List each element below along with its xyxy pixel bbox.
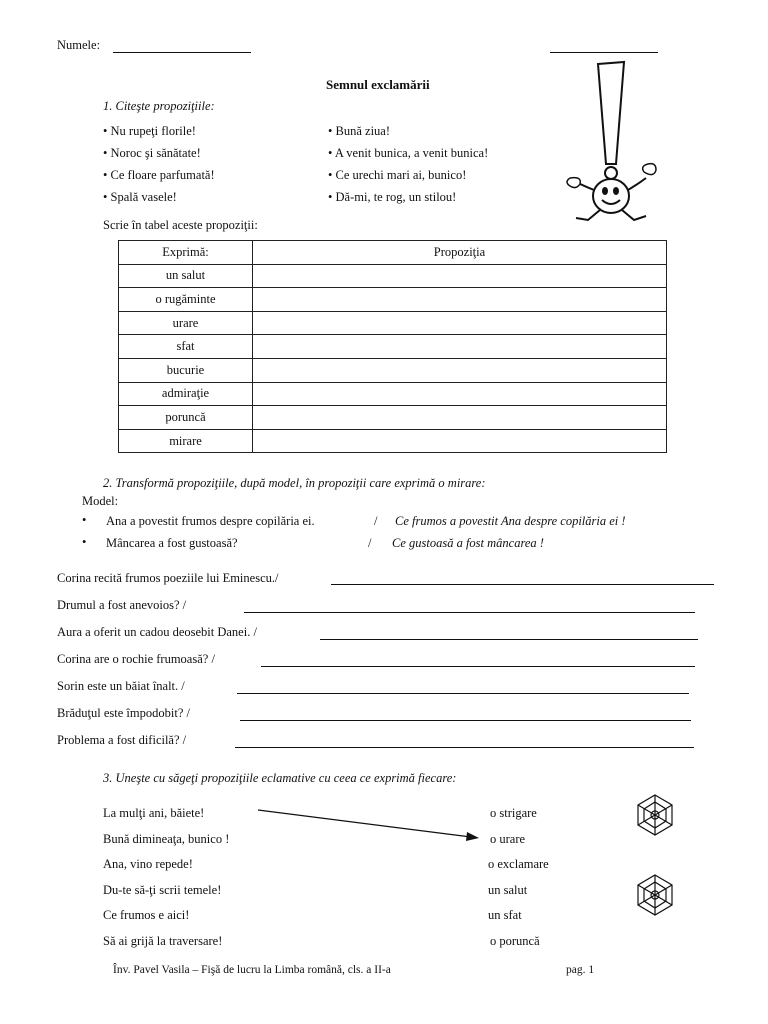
ex2-item: Sorin este un băiat înalt. /	[57, 679, 185, 693]
page-title: Semnul exclamării	[326, 77, 430, 92]
ex3-right-option: o exclamare	[488, 857, 549, 871]
table-cell-answer[interactable]	[253, 311, 667, 335]
ex1-sentence: • Nu rupeţi florile!	[103, 124, 196, 139]
table-header: Exprimă:	[119, 241, 253, 265]
exclamation-mascot-illustration	[556, 58, 666, 228]
ex2-answer-blank[interactable]	[240, 720, 691, 721]
ex3-left-sentence: Ce frumos e aici!	[103, 908, 190, 922]
ex2-item: Corina are o rochie frumoasă? /	[57, 652, 215, 666]
ex1-sentence: • Bună ziua!	[328, 124, 390, 139]
ex3-left-sentence: Bună dimineaţa, bunico !	[103, 832, 230, 846]
page-number: pag. 1	[566, 964, 595, 976]
ex1-sentence: • Noroc şi sănătate!	[103, 146, 201, 161]
table-header-row	[119, 241, 667, 265]
ex1-sentence: • Ce floare parfumată!	[103, 168, 215, 183]
ex2-answer-blank[interactable]	[244, 612, 695, 613]
footer-text: Înv. Pavel Vasila – Fişă de lucru la Limba română, cls. a II-a	[113, 964, 391, 976]
table-row	[119, 382, 667, 406]
table-cell-expresses: bucurie	[119, 358, 253, 382]
ex3-left-sentence: La mulţi ani, băiete!	[103, 806, 205, 820]
ex1-sentence: • A venit bunica, a venit bunica!	[328, 146, 488, 161]
ex2-item: Problema a fost dificilă? /	[57, 733, 187, 747]
date-blank[interactable]	[550, 52, 658, 53]
table-row	[119, 288, 667, 312]
table-cell-expresses: urare	[119, 311, 253, 335]
ex2-item: Brăduţul este împodobit? /	[57, 706, 190, 720]
table-row	[119, 358, 667, 382]
ex2-answer-blank[interactable]	[261, 666, 695, 667]
table-row	[119, 335, 667, 359]
ex1-instruction: 1. Citeşte propoziţiile:	[103, 99, 215, 113]
ex3-right-option: un salut	[488, 883, 528, 897]
table-row	[119, 429, 667, 453]
model-result: Ce gustoasă a fost mâncarea !	[392, 536, 544, 550]
model-result: Ce frumos a povestit Ana despre copilăria ei !	[395, 514, 626, 528]
ex1-sentence: • Spală vasele!	[103, 190, 177, 205]
example-arrow-icon	[255, 805, 485, 845]
table-cell-expresses: mirare	[119, 429, 253, 453]
ex2-item: Aura a oferit un cadou deosebit Danei. /	[57, 625, 257, 639]
table-prompt: Scrie în tabel aceste propoziţii:	[103, 218, 258, 232]
name-label: Numele:	[57, 38, 101, 52]
ex3-left-sentence: Să ai grijă la traversare!	[103, 934, 223, 948]
snowflake-icon	[632, 872, 678, 918]
table-cell-answer[interactable]	[253, 406, 667, 430]
ex2-answer-blank[interactable]	[237, 693, 689, 694]
table-row	[119, 311, 667, 335]
ex2-answer-blank[interactable]	[331, 584, 714, 585]
table-cell-answer[interactable]	[253, 288, 667, 312]
table-row	[119, 264, 667, 288]
table-header: Propoziţia	[253, 241, 667, 265]
table-row	[119, 406, 667, 430]
ex1-sentence: • Ce urechi mari ai, bunico!	[328, 168, 466, 183]
table-cell-expresses: sfat	[119, 335, 253, 359]
ex1-sentence: • Dă-mi, te rog, un stilou!	[328, 190, 456, 205]
model-separator: /	[368, 536, 372, 550]
table-cell-expresses: un salut	[119, 264, 253, 288]
ex3-left-sentence: Ana, vino repede!	[103, 857, 193, 871]
ex2-item: Drumul a fost anevoios? /	[57, 598, 187, 612]
table-cell-answer[interactable]	[253, 264, 667, 288]
ex2-answer-blank[interactable]	[320, 639, 698, 640]
model-source: Mâncarea a fost gustoasă?	[106, 536, 238, 550]
ex2-item: Corina recită frumos poeziile lui Eminescu./	[57, 571, 279, 585]
ex2-instruction: 2. Transformă propoziţiile, după model, în propoziţii care exprimă o mirare:	[103, 476, 486, 490]
ex3-right-option: un sfat	[488, 908, 522, 922]
ex3-instruction: 3. Uneşte cu săgeţi propoziţiile eclamative cu ceea ce exprimă fiecare:	[103, 771, 457, 785]
table-cell-answer[interactable]	[253, 335, 667, 359]
model-bullet: •	[82, 535, 87, 549]
ex3-right-option: o poruncă	[490, 934, 540, 948]
ex3-right-option: o strigare	[490, 806, 537, 820]
model-bullet: •	[82, 513, 87, 527]
table-cell-answer[interactable]	[253, 429, 667, 453]
model-separator: /	[374, 514, 378, 528]
table-cell-answer[interactable]	[253, 382, 667, 406]
model-label: Model:	[82, 494, 119, 508]
ex3-left-sentence: Du-te să-ţi scrii temele!	[103, 883, 222, 897]
ex3-right-option: o urare	[490, 832, 526, 846]
name-blank[interactable]	[113, 52, 251, 53]
ex2-answer-blank[interactable]	[235, 747, 694, 748]
table-cell-answer[interactable]	[253, 358, 667, 382]
model-source: Ana a povestit frumos despre copilăria ei.	[106, 514, 315, 528]
table-cell-expresses: o rugăminte	[119, 288, 253, 312]
table-cell-expresses: admiraţie	[119, 382, 253, 406]
table-cell-expresses: poruncă	[119, 406, 253, 430]
answer-table	[118, 240, 667, 453]
snowflake-icon	[632, 792, 678, 838]
